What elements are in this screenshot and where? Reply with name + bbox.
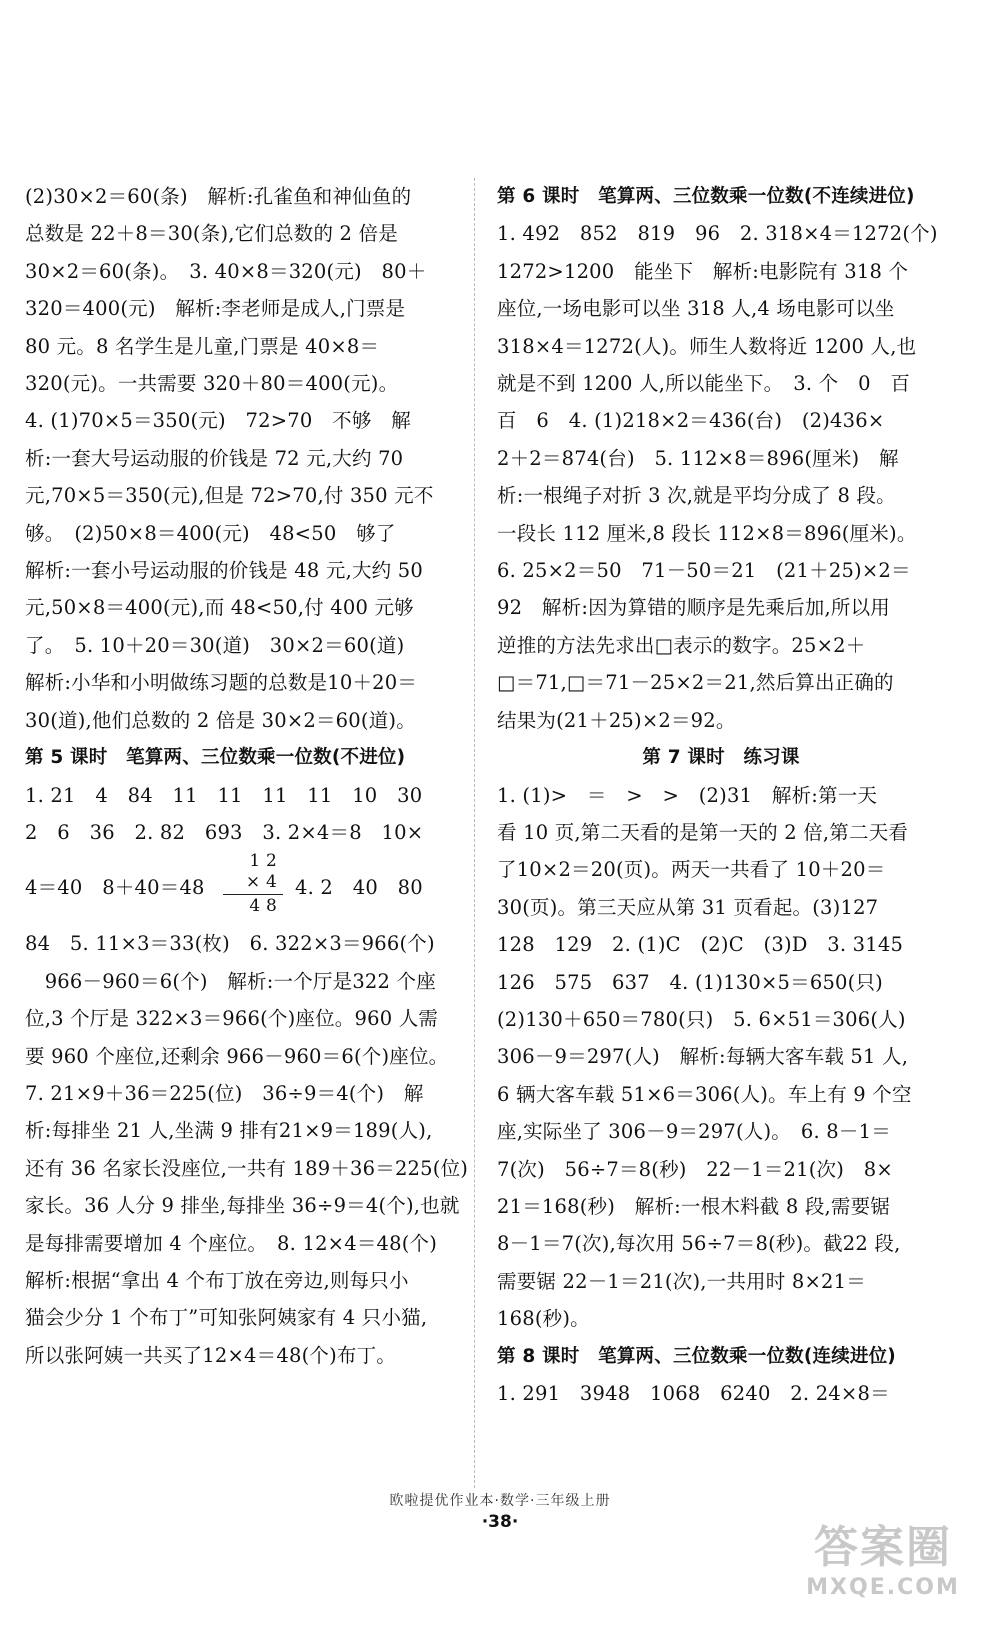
text-line: 家长。36 人分 9 排坐,每排坐 36÷9＝4(个),也就 (25, 1194, 460, 1218)
section-8-title: 第 8 课时 笔算两、三位数乘一位数(连续进位) (497, 1345, 896, 1367)
vertical-calc-line (25, 851, 465, 925)
text-line: 逆推的方法先求出□表示的数字。25×2＋ (497, 633, 866, 657)
text-line: 92 解析:因为算错的顺序是先乘后加,所以用 (497, 596, 890, 620)
text-line: 1. 492 852 819 96 2. 318×4＝1272(个) (497, 222, 938, 246)
text-line: 解析:根据“拿出 4 个布丁放在旁边,则每只小 (25, 1268, 409, 1292)
watermark-url: MXQE.COM (806, 1575, 960, 1600)
text-line: (2)30×2＝60(条) 解析:孔雀鱼和神仙鱼的 (25, 185, 412, 208)
text-line: 解析:一套小号运动服的价钱是 48 元,大约 50 (25, 559, 423, 583)
text-line: 8－1＝7(次),每次用 56÷7＝8(秒)。截22 段, (497, 1232, 901, 1256)
left-lines-a (25, 178, 465, 739)
text-line: 84 5. 11×3＝33(枚) 6. 322×3＝966(个) (25, 932, 435, 956)
section-7-title: 第 7 课时 练习课 (642, 747, 800, 769)
text-line: 318×4＝1272(人)。师生人数将近 1200 人,也 (497, 334, 917, 358)
text-line: 析:一套大号运动服的价钱是 72 元,大约 70 (25, 446, 404, 470)
text-line: 30(页)。第三天应从第 31 页看起。(3)127 (497, 895, 879, 919)
column-divider (474, 178, 475, 1488)
text-line: 1. 291 3948 1068 6240 2. 24×8＝ (497, 1382, 890, 1405)
page-number: ·38· (481, 1512, 519, 1532)
vertical-bottom: 4 8 (249, 896, 277, 917)
text-line: 7(次) 56÷7＝8(秒) 22－1＝21(次) 8× (497, 1157, 893, 1181)
section-5-title: 第 5 课时 笔算两、三位数乘一位数(不进位) (25, 747, 406, 769)
text-line: 解析:小华和小明做练习题的总数是10＋20＝ (25, 671, 418, 695)
text-line: 966－960＝6(个) 解析:一个厅是322 个座 (25, 969, 436, 993)
right-lines-b (497, 777, 945, 1338)
text-line: 析:一根绳子对折 3 次,就是平均分成了 8 段。 (497, 484, 896, 508)
text-line: 座位,一场电影可以坐 318 人,4 场电影可以坐 (497, 297, 895, 321)
left-lines-b (25, 777, 465, 852)
watermark-text: 答案圈 (814, 1522, 952, 1573)
text-span: 4. 2 40 80 (295, 876, 423, 900)
text-line: 还有 36 名家长没座位,一共有 189＋36＝225(位) (25, 1156, 469, 1180)
text-line: 位,3 个厅是 322×3＝966(个)座位。960 人需 (25, 1007, 439, 1031)
text-span: 4＝40 8＋40＝48 (25, 876, 205, 900)
text-line: 320(元)。一共需要 320＋80＝400(元)。 (25, 372, 399, 396)
text-line: 所以张阿姨一共买了12×4＝48(个)布丁。 (25, 1343, 396, 1367)
text-line: 21＝168(秒) 解析:一根木料截 8 段,需要锯 (497, 1194, 891, 1218)
text-line: 是每排需要增加 4 个座位。 8. 12×4＝48(个) (25, 1231, 438, 1255)
text-line: □＝71,□＝71－25×2＝21,然后算出正确的 (497, 671, 894, 695)
text-line: 一段长 112 厘米,8 段长 112×8＝896(厘米)。 (497, 521, 917, 545)
text-line: 猫会少分 1 个布丁”可知张阿姨家有 4 只小猫, (25, 1306, 428, 1330)
text-line: 7. 21×9＋36＝225(位) 36÷9＝4(个) 解 (25, 1081, 424, 1105)
text-line: 够。 (2)50×8＝400(元) 48<50 够了 (25, 521, 396, 545)
right-lines-a (497, 215, 945, 739)
left-column (25, 178, 469, 1374)
left-lines-c (25, 925, 469, 1374)
right-lines-c (497, 1375, 945, 1412)
text-line: 6 辆大客车载 51×6＝306(人)。车上有 9 个空 (497, 1082, 912, 1106)
text-line: 百 6 4. (1)218×2＝436(台) (2)436× (497, 409, 885, 433)
text-line: 1. (1)> ＝ > > (2)31 解析:第一天 (497, 783, 878, 807)
vertical-rule (223, 894, 283, 895)
text-line: 析:每排坐 21 人,坐满 9 排有21×9＝189(人), (25, 1119, 433, 1143)
text-line: 168(秒)。 (497, 1307, 590, 1331)
text-line: 2＋2＝874(台) 5. 112×8＝896(厘米) 解 (497, 446, 899, 470)
text-line: 4. (1)70×5＝350(元) 72>70 不够 解 (25, 409, 411, 433)
vertical-mid: × 4 (245, 872, 277, 893)
text-line: 元,70×5＝350(元),但是 72>70,付 350 元不 (25, 484, 434, 508)
text-line: 要 960 个座位,还剩余 966－960＝6(个)座位。 (25, 1044, 449, 1068)
text-line: 306－9＝297(人) 解析:每辆大客车载 51 人, (497, 1045, 909, 1069)
text-line: 128 129 2. (1)C (2)C (3)D 3. 3145 (497, 933, 904, 957)
text-line: 126 575 637 4. (1)130×5＝650(只) (497, 970, 883, 994)
text-line: 6. 25×2＝50 71－50＝21 (21＋25)×2＝ (497, 559, 911, 583)
text-line: 座,实际坐了 306－9＝297(人)。 6. 8－1＝ (497, 1120, 891, 1144)
text-line: 30×2＝60(条)。 3. 40×8＝320(元) 80＋ (25, 259, 427, 283)
text-line: 总数是 22＋8＝30(条),它们总数的 2 倍是 (25, 222, 398, 246)
watermark-logo (788, 1511, 978, 1631)
text-line: 了。 5. 10＋20＝30(道) 30×2＝60(道) (25, 633, 405, 657)
vertical-top: 1 2 (249, 851, 277, 872)
section-6-title: 第 6 课时 笔算两、三位数乘一位数(不连续进位) (497, 186, 915, 207)
text-line: 结果为(21＋25)×2＝92。 (497, 708, 736, 732)
text-line: 80 元。8 名学生是儿童,门票是 40×8＝ (25, 334, 380, 358)
book-title: 欧啦提优作业本·数学·三年级上册 (389, 1493, 611, 1509)
text-line: 需要锯 22－1＝21(次),一共用时 8×21＝ (497, 1269, 866, 1293)
text-line: 320＝400(元) 解析:李老师是成人,门票是 (25, 297, 406, 321)
text-line: 30(道),他们总数的 2 倍是 30×2＝60(道)。 (25, 708, 416, 732)
text-line: 元,50×8＝400(元),而 48<50,付 400 元够 (25, 596, 414, 620)
right-column (497, 178, 945, 1412)
text-line: 了10×2＝20(页)。两天一共看了 10＋20＝ (497, 858, 886, 882)
text-line: 看 10 页,第二天看的是第一天的 2 倍,第二天看 (497, 820, 909, 844)
text-line: (2)130＋650＝780(只) 5. 6×51＝306(人) (497, 1007, 906, 1031)
text-line: 1. 21 4 84 11 11 11 11 10 30 (25, 783, 423, 807)
text-line: 2 6 36 2. 82 693 3. 2×4＝8 10× (25, 820, 424, 844)
text-line: 就是不到 1200 人,所以能坐下。 3. 个 0 百 (497, 372, 911, 396)
text-line: 1272>1200 能坐下 解析:电影院有 318 个 (497, 259, 909, 283)
vertical-multiplication (223, 851, 283, 917)
